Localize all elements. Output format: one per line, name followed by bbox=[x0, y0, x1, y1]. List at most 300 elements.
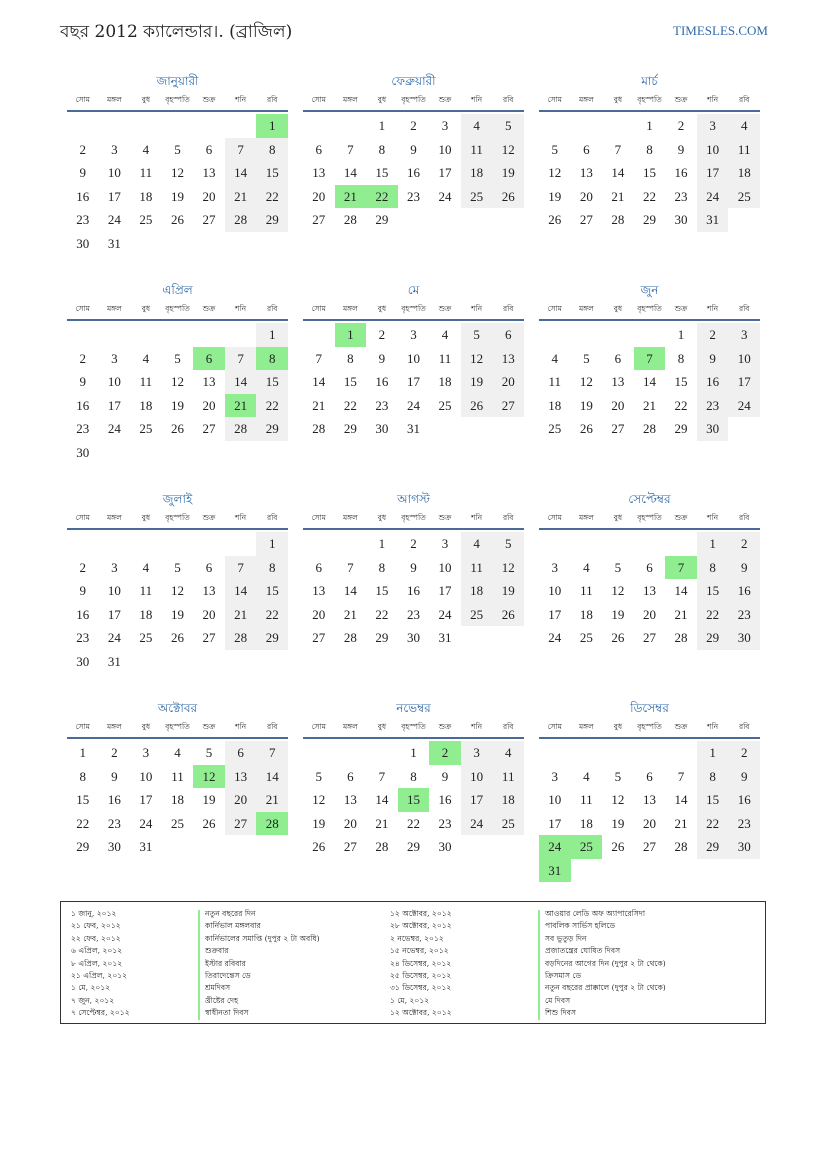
day-cell: 12 bbox=[548, 165, 562, 180]
month-block bbox=[303, 73, 524, 253]
month-block bbox=[539, 73, 760, 253]
weekday-label: বৃহস্পতি bbox=[637, 304, 662, 313]
holiday-day-cell: 21 bbox=[225, 394, 257, 418]
weekend-day-cell: 14 bbox=[225, 161, 257, 185]
weekday-label: রবি bbox=[738, 722, 750, 731]
day-cell: 31 bbox=[406, 421, 420, 436]
day-cell: 25 bbox=[139, 212, 153, 227]
holiday-day-cell: 24 bbox=[539, 835, 571, 859]
day-cell: 15 bbox=[674, 374, 688, 389]
weekend-day-cell: 1 bbox=[256, 323, 288, 347]
weekday-label: মঙ্গল bbox=[578, 513, 594, 522]
holiday-day-cell: 31 bbox=[539, 859, 571, 883]
holiday-date: ৭ জুন, ২০১২ bbox=[71, 995, 115, 1005]
weekend-day-cell: 1 bbox=[697, 532, 729, 556]
day-cell: 16 bbox=[107, 792, 121, 807]
day-cell: 29 bbox=[674, 421, 688, 436]
day-cell: 23 bbox=[76, 421, 90, 436]
holiday-date: ৭ সেপ্টেম্বর, ২০১২ bbox=[71, 1008, 130, 1018]
day-cell: 17 bbox=[548, 606, 562, 622]
weekend-day-cell: 25 bbox=[728, 185, 760, 209]
day-cell: 2 bbox=[410, 536, 417, 551]
weekday-label: বুধ bbox=[377, 722, 387, 731]
day-cell: 16 bbox=[375, 374, 389, 389]
day-cell: 3 bbox=[441, 536, 449, 551]
day-cell: 13 bbox=[642, 583, 656, 598]
day-cell: 8 bbox=[347, 350, 354, 366]
weekend-day-cell: 23 bbox=[728, 603, 760, 627]
weekday-label: রবি bbox=[502, 304, 514, 313]
weekday-label: রবি bbox=[738, 95, 750, 104]
weekend-day-cell: 13 bbox=[225, 765, 257, 789]
weekend-day-cell: 10 bbox=[728, 347, 760, 371]
weekend-day-cell: 15 bbox=[256, 161, 288, 185]
weekend-day-cell: 11 bbox=[492, 765, 524, 789]
day-cell: 26 bbox=[170, 630, 184, 645]
day-cell: 4 bbox=[142, 350, 150, 366]
weekend-day-cell: 4 bbox=[461, 532, 493, 556]
holiday-name: আওয়ার লেডি অফ অ্যাপারেসিদা bbox=[545, 909, 646, 918]
day-cell: 5 bbox=[614, 559, 622, 575]
holiday-day-cell: 8 bbox=[256, 347, 288, 371]
holiday-day-cell: 15 bbox=[398, 788, 430, 812]
day-cell: 29 bbox=[76, 839, 90, 854]
day-cell: 14 bbox=[674, 792, 688, 807]
month-header-rule bbox=[539, 110, 760, 112]
holiday-day-cell: 2 bbox=[429, 741, 461, 765]
weekend-day-cell: 8 bbox=[256, 138, 288, 162]
day-cell: 30 bbox=[438, 839, 452, 854]
day-cell: 7 bbox=[347, 141, 354, 157]
month-header-rule bbox=[67, 319, 288, 321]
weekday-label: সোম bbox=[311, 722, 326, 731]
weekend-day-cell: 29 bbox=[256, 208, 288, 232]
weekday-label: শুক্র bbox=[202, 513, 216, 522]
holiday-day-cell: 7 bbox=[665, 556, 697, 580]
weekend-day-cell: 8 bbox=[256, 556, 288, 580]
day-cell: 27 bbox=[202, 630, 216, 645]
holiday-name: ইস্টার রবিবার bbox=[205, 958, 246, 968]
day-cell: 30 bbox=[107, 839, 121, 854]
day-cell: 16 bbox=[76, 188, 90, 204]
day-cell: 24 bbox=[548, 630, 562, 645]
day-cell: 23 bbox=[76, 630, 90, 645]
holiday-dates-right bbox=[390, 908, 452, 1020]
holiday-name: শিশু দিবস bbox=[545, 1008, 577, 1018]
holiday-name: স্বাধীনতা দিবস bbox=[205, 1008, 249, 1018]
weekday-label: রবি bbox=[502, 722, 514, 731]
day-cell: 13 bbox=[642, 792, 656, 807]
month-header-rule bbox=[303, 528, 524, 530]
day-cell: 17 bbox=[107, 606, 121, 622]
weekday-label: শুক্র bbox=[438, 722, 452, 731]
day-cell: 10 bbox=[548, 583, 562, 598]
weekend-day-cell: 20 bbox=[225, 788, 257, 812]
month-header-rule bbox=[303, 737, 524, 739]
month-name: অক্টোবর bbox=[157, 701, 198, 715]
weekday-label: মঙ্গল bbox=[106, 722, 122, 731]
day-cell: 6 bbox=[315, 559, 323, 575]
day-cell: 21 bbox=[312, 397, 326, 413]
weekday-label: বুধ bbox=[377, 304, 387, 313]
day-cell: 26 bbox=[170, 212, 184, 227]
month-name: জানুয়ারী bbox=[156, 74, 199, 88]
holiday-name: খ্রীষ্টের দেহ bbox=[205, 995, 239, 1005]
weekend-day-cell: 28 bbox=[225, 417, 257, 441]
weekend-day-cell: 16 bbox=[697, 370, 729, 394]
weekday-label: মঙ্গল bbox=[342, 513, 358, 522]
weekend-day-cell: 1 bbox=[697, 741, 729, 765]
weekend-day-cell: 22 bbox=[697, 603, 729, 627]
day-cell: 6 bbox=[646, 559, 653, 575]
day-cell: 26 bbox=[611, 839, 625, 854]
day-cell: 15 bbox=[375, 165, 389, 180]
weekend-day-cell: 23 bbox=[728, 812, 760, 836]
holiday-date: ২২ ফেব, ২০১২ bbox=[71, 933, 121, 943]
day-cell: 30 bbox=[406, 630, 420, 645]
day-cell: 31 bbox=[438, 630, 452, 645]
holiday-date: ৩১ ডিসেম্বর, ২০১২ bbox=[390, 983, 452, 993]
day-cell: 6 bbox=[347, 768, 354, 784]
weekday-label: বুধ bbox=[141, 722, 151, 731]
holiday-date: ১২ অক্টোবর, ২০১২ bbox=[390, 909, 452, 918]
holiday-day-cell: 12 bbox=[193, 765, 225, 789]
weekday-label: শনি bbox=[707, 513, 719, 522]
month-name: ফেব্রুয়ারী bbox=[391, 74, 436, 88]
weekend-day-cell: 16 bbox=[728, 788, 760, 812]
weekday-label: বুধ bbox=[377, 95, 387, 104]
weekend-day-cell: 26 bbox=[492, 603, 524, 627]
holiday-names-right bbox=[545, 908, 666, 1020]
holiday-date: ২৮ অক্টোবর, ২০১২ bbox=[390, 921, 452, 931]
month-block bbox=[303, 491, 524, 671]
weekend-day-cell: 8 bbox=[697, 556, 729, 580]
weekend-day-cell: 7 bbox=[256, 741, 288, 765]
weekend-day-cell: 18 bbox=[461, 579, 493, 603]
weekend-day-cell: 11 bbox=[461, 556, 493, 580]
weekday-label: শনি bbox=[471, 304, 483, 313]
weekend-day-cell: 21 bbox=[225, 603, 257, 627]
day-cell: 25 bbox=[139, 421, 153, 436]
day-cell: 14 bbox=[343, 583, 357, 598]
holiday-names-left bbox=[205, 908, 320, 1020]
weekend-day-cell: 16 bbox=[728, 579, 760, 603]
day-cell: 22 bbox=[406, 815, 420, 831]
weekday-label: শুক্র bbox=[674, 722, 688, 731]
day-cell: 11 bbox=[580, 792, 593, 807]
weekend-day-cell: 25 bbox=[461, 603, 493, 627]
day-cell: 14 bbox=[343, 165, 357, 180]
weekend-day-cell: 22 bbox=[697, 812, 729, 836]
weekend-day-cell: 27 bbox=[492, 394, 524, 418]
holiday-name: সব ভুতুড় দিন bbox=[545, 933, 587, 943]
day-cell: 14 bbox=[375, 792, 389, 807]
weekend-day-cell: 19 bbox=[492, 161, 524, 185]
day-cell: 19 bbox=[170, 188, 184, 204]
day-cell: 18 bbox=[139, 606, 153, 622]
day-cell: 22 bbox=[642, 188, 656, 204]
day-cell: 31 bbox=[139, 839, 153, 854]
weekend-day-cell: 29 bbox=[256, 626, 288, 650]
weekend-day-cell: 6 bbox=[492, 323, 524, 347]
month-name: ডিসেম্বর bbox=[630, 701, 669, 715]
month-header-rule bbox=[539, 528, 760, 530]
holiday-name: ক্রিসমাস ডে bbox=[545, 971, 582, 981]
day-cell: 19 bbox=[548, 188, 562, 204]
weekend-day-cell: 9 bbox=[728, 765, 760, 789]
weekend-day-cell: 4 bbox=[461, 114, 493, 138]
weekday-label: শুক্র bbox=[438, 513, 452, 522]
day-cell: 23 bbox=[406, 188, 420, 204]
weekend-day-cell: 2 bbox=[728, 741, 760, 765]
weekday-label: মঙ্গল bbox=[106, 513, 122, 522]
weekday-label: শুক্র bbox=[202, 95, 216, 104]
day-cell: 17 bbox=[438, 583, 452, 598]
day-cell: 18 bbox=[579, 815, 593, 831]
day-cell: 22 bbox=[343, 397, 357, 413]
month-block bbox=[67, 700, 288, 880]
weekend-day-cell: 28 bbox=[225, 626, 257, 650]
weekend-day-cell: 29 bbox=[256, 417, 288, 441]
weekend-day-cell: 7 bbox=[225, 138, 257, 162]
day-cell: 15 bbox=[375, 583, 389, 598]
day-cell: 9 bbox=[410, 141, 417, 157]
month-block bbox=[67, 491, 288, 671]
day-cell: 22 bbox=[674, 397, 688, 413]
weekday-label: শুক্র bbox=[202, 722, 216, 731]
day-cell: 16 bbox=[406, 583, 420, 598]
weekend-day-cell: 30 bbox=[728, 626, 760, 650]
weekend-day-cell: 18 bbox=[728, 161, 760, 185]
weekend-day-cell: 31 bbox=[697, 208, 729, 232]
day-cell: 14 bbox=[674, 583, 688, 598]
day-cell: 1 bbox=[378, 536, 386, 551]
weekday-label: বৃহস্পতি bbox=[637, 722, 662, 731]
weekend-day-cell: 8 bbox=[697, 765, 729, 789]
day-cell: 5 bbox=[174, 559, 181, 575]
day-cell: 17 bbox=[406, 374, 420, 389]
month-name: আগস্ট bbox=[397, 492, 430, 506]
weekday-label: রবি bbox=[738, 304, 750, 313]
weekday-label: শুক্র bbox=[202, 304, 216, 313]
weekday-label: সোম bbox=[547, 95, 562, 104]
day-cell: 24 bbox=[107, 630, 121, 645]
weekday-label: রবি bbox=[266, 95, 278, 104]
day-cell: 17 bbox=[107, 397, 121, 413]
month-block bbox=[539, 491, 760, 671]
day-cell: 6 bbox=[205, 141, 213, 157]
day-cell: 11 bbox=[139, 583, 153, 598]
day-cell: 29 bbox=[642, 212, 656, 227]
day-cell: 10 bbox=[107, 165, 121, 180]
day-cell: 24 bbox=[406, 397, 420, 413]
day-cell: 9 bbox=[441, 768, 449, 784]
weekday-label: মঙ্গল bbox=[578, 304, 594, 313]
day-cell: 4 bbox=[583, 768, 590, 784]
month-block bbox=[67, 282, 288, 462]
page-title: বছর 2012 ক্যালেন্ডার।. (ব্রাজিল) bbox=[60, 22, 293, 42]
day-cell: 6 bbox=[646, 768, 653, 784]
weekday-label: রবি bbox=[266, 513, 278, 522]
holiday-date: ২১ এপ্রিল, ২০১২ bbox=[71, 971, 128, 981]
day-cell: 2 bbox=[378, 327, 386, 342]
day-cell: 27 bbox=[202, 212, 216, 227]
weekend-day-cell: 4 bbox=[492, 741, 524, 765]
weekday-label: মঙ্গল bbox=[342, 722, 358, 731]
weekday-label: বুধ bbox=[613, 722, 623, 731]
day-cell: 25 bbox=[438, 397, 452, 413]
weekend-day-cell: 2 bbox=[697, 323, 729, 347]
day-cell: 17 bbox=[438, 165, 452, 180]
day-cell: 26 bbox=[579, 421, 593, 436]
weekday-label: বুধ bbox=[613, 95, 623, 104]
weekday-label: বুধ bbox=[141, 95, 151, 104]
weekend-day-cell: 23 bbox=[697, 394, 729, 418]
weekday-label: বুধ bbox=[141, 513, 151, 522]
day-cell: 13 bbox=[579, 165, 593, 180]
day-cell: 28 bbox=[611, 212, 625, 227]
holiday-name: তিরাদেন্তেস ডে bbox=[205, 971, 251, 981]
day-cell: 4 bbox=[142, 141, 150, 157]
weekday-label: রবি bbox=[266, 722, 278, 731]
day-cell: 18 bbox=[139, 397, 153, 413]
day-cell: 26 bbox=[548, 212, 562, 227]
weekday-label: রবি bbox=[502, 95, 514, 104]
weekend-day-cell: 6 bbox=[225, 741, 257, 765]
day-cell: 7 bbox=[378, 768, 386, 784]
day-cell: 19 bbox=[170, 397, 184, 413]
weekend-day-cell: 10 bbox=[697, 138, 729, 162]
day-cell: 20 bbox=[312, 188, 326, 204]
weekend-day-cell: 25 bbox=[461, 185, 493, 209]
day-cell: 24 bbox=[139, 815, 153, 831]
weekday-label: মঙ্গল bbox=[578, 95, 594, 104]
weekend-day-cell: 25 bbox=[492, 812, 524, 836]
day-cell: 9 bbox=[677, 141, 685, 157]
weekend-day-cell: 20 bbox=[492, 370, 524, 394]
weekend-day-cell: 24 bbox=[461, 812, 493, 836]
weekend-day-cell: 10 bbox=[461, 765, 493, 789]
day-cell: 28 bbox=[642, 421, 656, 436]
day-cell: 19 bbox=[170, 606, 184, 622]
day-cell: 9 bbox=[410, 559, 417, 575]
day-cell: 20 bbox=[312, 606, 326, 622]
day-cell: 18 bbox=[139, 188, 153, 204]
month-block bbox=[539, 282, 760, 462]
holiday-day-cell: 25 bbox=[571, 835, 603, 859]
day-cell: 5 bbox=[583, 350, 590, 366]
weekend-day-cell: 21 bbox=[256, 788, 288, 812]
holiday-date: ১২ অক্টোবর, ২০১২ bbox=[390, 1008, 452, 1018]
month-block bbox=[303, 282, 524, 462]
day-cell: 25 bbox=[170, 815, 184, 831]
day-cell: 20 bbox=[202, 397, 216, 413]
weekend-day-cell: 13 bbox=[492, 347, 524, 371]
month-header-rule bbox=[67, 528, 288, 530]
day-cell: 20 bbox=[579, 188, 593, 204]
weekend-day-cell: 19 bbox=[461, 370, 493, 394]
day-cell: 30 bbox=[76, 444, 90, 460]
weekday-label: মঙ্গল bbox=[106, 304, 122, 313]
weekday-label: রবি bbox=[266, 304, 278, 313]
day-cell: 8 bbox=[646, 141, 653, 157]
weekday-label: শনি bbox=[471, 722, 483, 731]
holiday-name: বড়দিনের আগের দিন (দুপুর ২ টা থেকে) bbox=[545, 958, 666, 968]
day-cell: 29 bbox=[406, 839, 420, 854]
weekday-label: রবি bbox=[502, 513, 514, 522]
holiday-day-cell: 28 bbox=[256, 812, 288, 836]
brand-link[interactable]: TIMESLES.COM bbox=[673, 23, 768, 38]
holiday-name: মে দিবস bbox=[545, 995, 571, 1005]
day-cell: 28 bbox=[343, 630, 357, 645]
holiday-list bbox=[60, 901, 766, 1024]
weekend-day-cell: 5 bbox=[461, 323, 493, 347]
weekday-label: শুক্র bbox=[438, 304, 452, 313]
day-cell: 27 bbox=[642, 630, 656, 645]
day-cell: 27 bbox=[312, 212, 326, 227]
day-cell: 31 bbox=[107, 235, 121, 251]
month-header-rule bbox=[303, 319, 524, 321]
month-block bbox=[539, 700, 760, 880]
weekend-day-cell: 14 bbox=[256, 765, 288, 789]
holiday-name: শ্রমদিবস bbox=[205, 983, 231, 993]
weekday-label: বৃহস্পতি bbox=[165, 304, 190, 313]
day-cell: 18 bbox=[438, 374, 452, 389]
day-cell: 18 bbox=[548, 397, 562, 413]
holiday-name: পাবলিক সার্ভিস হলিডে bbox=[545, 921, 616, 931]
day-cell: 6 bbox=[614, 350, 622, 366]
weekend-day-cell: 12 bbox=[492, 556, 524, 580]
month-header-rule bbox=[67, 737, 288, 739]
day-cell: 5 bbox=[614, 768, 622, 784]
weekend-day-cell: 18 bbox=[461, 161, 493, 185]
weekend-day-cell: 27 bbox=[225, 812, 257, 836]
day-cell: 4 bbox=[441, 327, 449, 342]
weekday-label: শুক্র bbox=[674, 95, 688, 104]
day-cell: 19 bbox=[611, 606, 625, 622]
month-header-rule bbox=[67, 110, 288, 112]
day-cell: 2 bbox=[79, 350, 87, 366]
day-cell: 1 bbox=[378, 118, 386, 133]
day-cell: 3 bbox=[410, 327, 417, 342]
weekend-day-cell: 14 bbox=[225, 370, 257, 394]
weekday-label: বৃহস্পতি bbox=[401, 304, 426, 313]
holiday-date: ১ জানু, ২০১২ bbox=[71, 909, 117, 918]
day-cell: 25 bbox=[548, 421, 562, 436]
month-name: এপ্রিল bbox=[162, 283, 193, 297]
day-cell: 1 bbox=[677, 327, 685, 342]
day-cell: 17 bbox=[139, 792, 153, 807]
day-cell: 14 bbox=[642, 374, 656, 389]
weekend-day-cell: 26 bbox=[492, 185, 524, 209]
day-cell: 16 bbox=[76, 397, 90, 413]
day-cell: 8 bbox=[378, 141, 386, 157]
day-cell: 20 bbox=[611, 397, 625, 413]
day-cell: 12 bbox=[579, 374, 593, 389]
day-cell: 10 bbox=[438, 559, 452, 575]
weekend-day-cell: 19 bbox=[492, 579, 524, 603]
day-cell: 22 bbox=[375, 606, 389, 622]
day-cell: 16 bbox=[438, 792, 452, 807]
holiday-date: ১ মে, ২০১২ bbox=[71, 983, 111, 993]
weekday-label: শনি bbox=[471, 513, 483, 522]
day-cell: 5 bbox=[551, 141, 559, 157]
day-cell: 20 bbox=[642, 606, 656, 622]
weekday-label: সোম bbox=[75, 722, 90, 731]
day-cell: 27 bbox=[312, 630, 326, 645]
day-cell: 11 bbox=[438, 350, 452, 366]
day-cell: 23 bbox=[438, 815, 452, 831]
